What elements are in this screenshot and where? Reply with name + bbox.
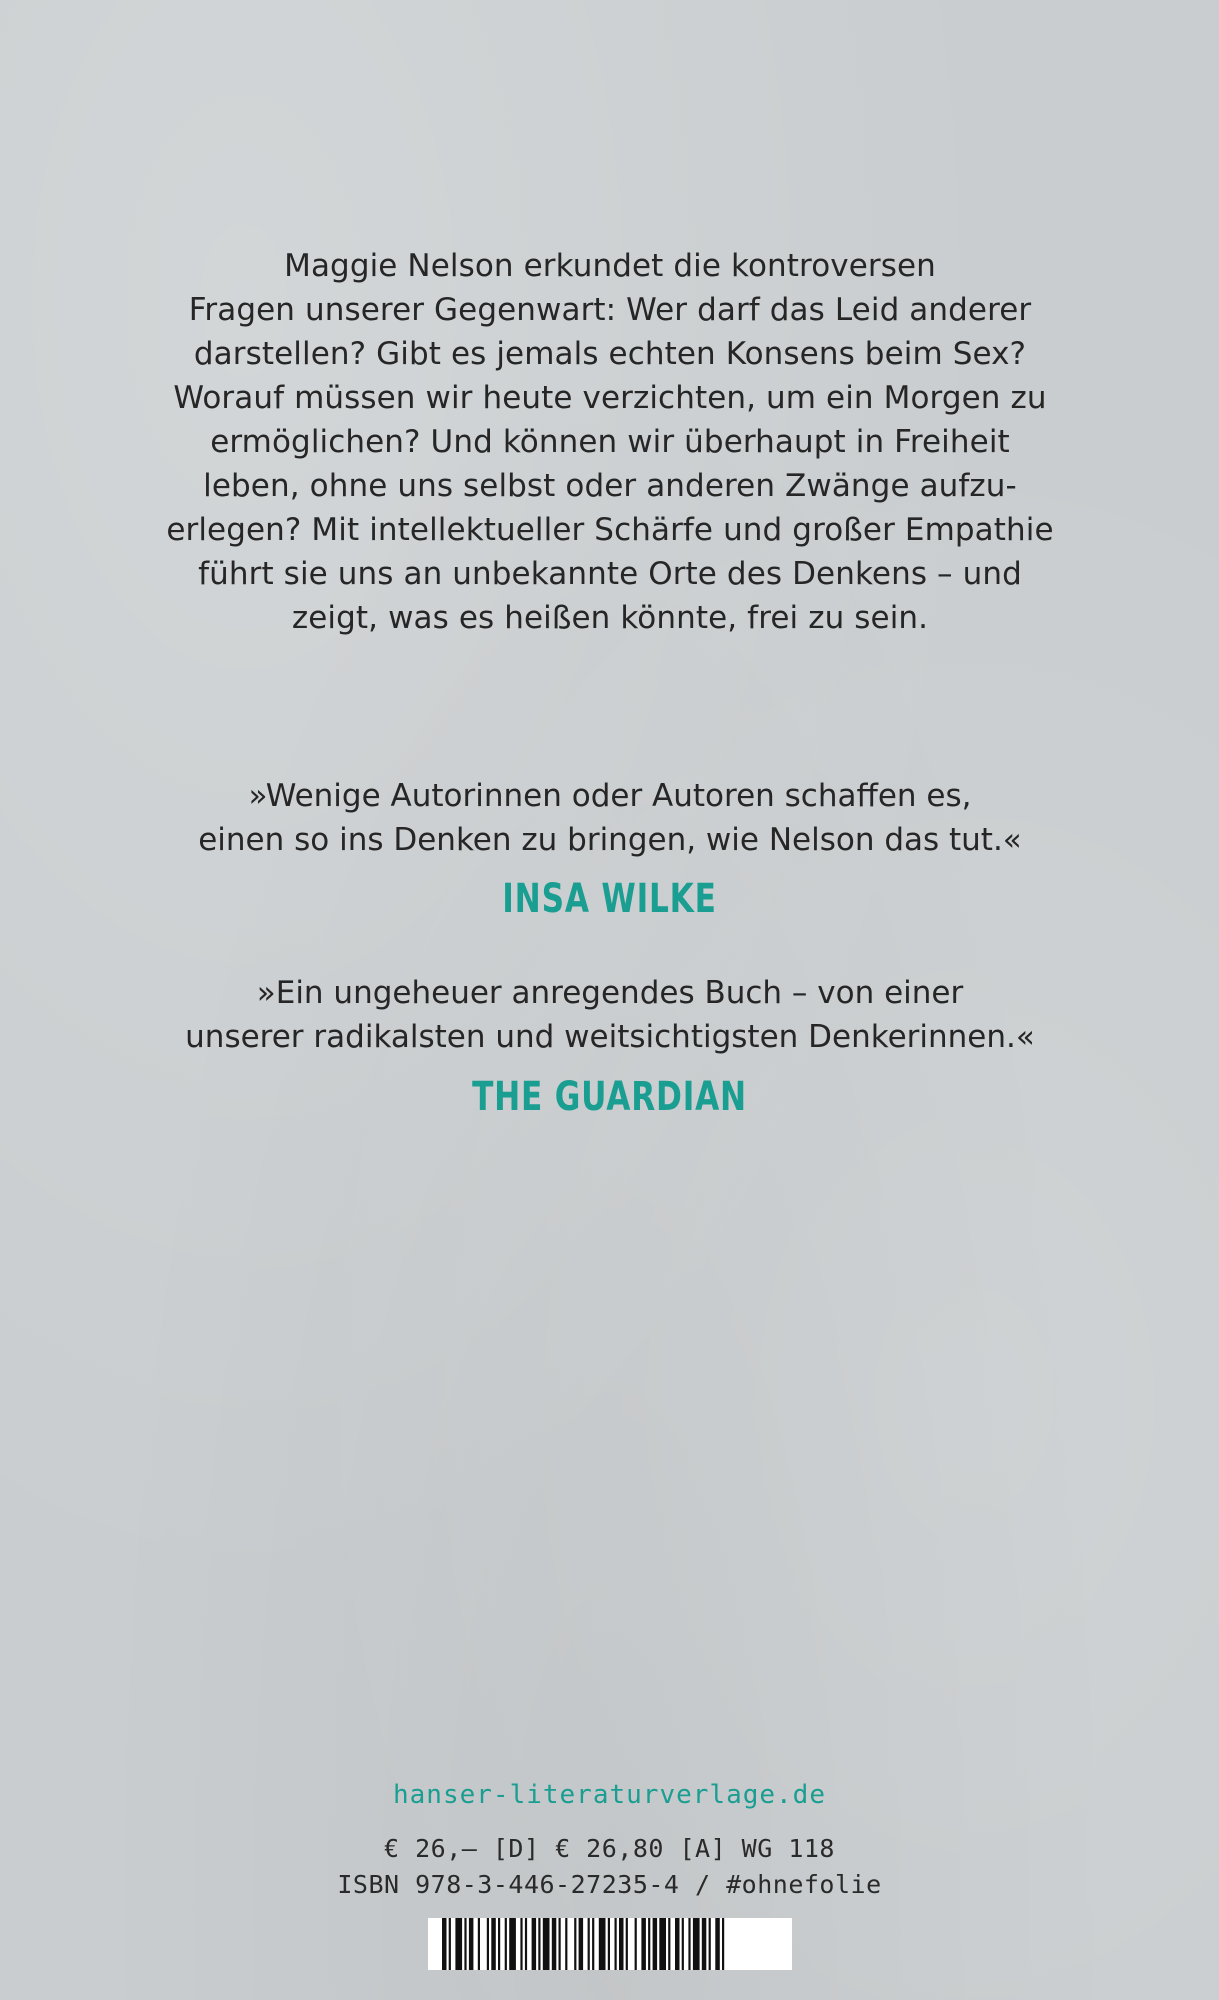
barcode-bar: [579, 1918, 584, 1970]
blurb-line: Fragen unserer Gegenwart: Wer darf das Leid anderer: [188, 292, 1032, 328]
barcode-bar: [599, 1918, 606, 1970]
barcode-bar: [559, 1918, 561, 1970]
barcode-bar: [715, 1918, 720, 1970]
barcode-bar: [469, 1918, 474, 1970]
quote-line: einen so ins Denken zu bringen, wie Nelson das tut.«: [198, 822, 1022, 858]
barcode-image: [428, 1918, 792, 1970]
barcode-bar: [525, 1918, 527, 1970]
barcode-bar: [543, 1918, 550, 1970]
blurb-line: leben, ohne uns selbst oder anderen Zwänge aufzu-: [203, 468, 1017, 504]
barcode-bar: [552, 1918, 557, 1970]
barcode-bar: [615, 1918, 617, 1970]
barcode-bar: [682, 1918, 684, 1970]
quote-line: »Wenige Autorinnen oder Autoren schaffen es,: [248, 778, 972, 814]
barcode-bar: [626, 1918, 628, 1970]
barcode-bar: [498, 1918, 500, 1970]
price-line: € 26,– [D] € 26,80 [A] WG 118: [384, 1834, 835, 1863]
barcode-bar: [442, 1918, 447, 1970]
barcode-bar: [619, 1918, 624, 1970]
review-quote: [130, 971, 1090, 1059]
barcode-bar: [565, 1918, 567, 1970]
barcode-bar: [653, 1918, 658, 1970]
barcode-bar: [574, 1918, 576, 1970]
barcode-bar: [532, 1918, 537, 1970]
barcode-bar: [693, 1918, 700, 1970]
barcode-bar: [505, 1918, 507, 1970]
barcode-bars: [428, 1918, 792, 1970]
blurb-line: Maggie Nelson erkundet die kontroversen: [284, 248, 936, 284]
barcode-bar: [455, 1918, 462, 1970]
barcode-bar: [491, 1918, 496, 1970]
blurb-line: zeigt, was es heißen könnte, frei zu sein.: [291, 600, 929, 636]
barcode-bar: [588, 1918, 590, 1970]
blurb-line: führt sie uns an unbekannte Orte des Denkens – und: [198, 556, 1022, 592]
blurb-line: erlegen? Mit intellektueller Schärfe und großer Empathie: [166, 512, 1054, 548]
barcode-bar: [722, 1918, 724, 1970]
barcode-bar: [449, 1918, 451, 1970]
barcode-bar: [648, 1918, 650, 1970]
barcode-bar: [608, 1918, 610, 1970]
barcode-bar: [688, 1918, 690, 1970]
barcode-bar: [635, 1918, 637, 1970]
quote-line: »Ein ungeheuer anregendes Buch – von einer: [256, 975, 964, 1011]
quote-line: unserer radikalsten und weitsichtigsten Denkerinnen.«: [185, 1019, 1035, 1055]
blurb-text: [130, 244, 1090, 640]
barcode-bar: [487, 1918, 489, 1970]
blurb-line: ermöglichen? Und können wir überhaupt in Freiheit: [210, 424, 1010, 460]
blurb-line: Worauf müssen wir heute verzichten, um ein Morgen zu: [173, 380, 1047, 416]
barcode-bar: [675, 1918, 680, 1970]
barcode-bar: [659, 1918, 666, 1970]
barcode-bar: [709, 1918, 711, 1970]
barcode-bar: [668, 1918, 670, 1970]
blurb-line: darstellen? Gibt es jemals echten Konsens beim Sex?: [193, 336, 1027, 372]
barcode-bar: [641, 1918, 646, 1970]
review-quote: [130, 774, 1090, 862]
quote-source: INSA WILKE: [502, 876, 717, 922]
barcode-bar: [520, 1918, 522, 1970]
quote-source: THE GUARDIAN: [472, 1074, 747, 1120]
publisher-url[interactable]: hanser-literaturverlage.de: [393, 1780, 826, 1810]
barcode-bar: [509, 1918, 516, 1970]
barcode-bar: [478, 1918, 480, 1970]
barcode-bar: [538, 1918, 540, 1970]
isbn-line: ISBN 978-3-446-27235-4 / #ohnefolie: [337, 1870, 882, 1899]
barcode-bar: [592, 1918, 594, 1970]
barcode-bar: [702, 1918, 707, 1970]
barcode-bar: [464, 1918, 466, 1970]
